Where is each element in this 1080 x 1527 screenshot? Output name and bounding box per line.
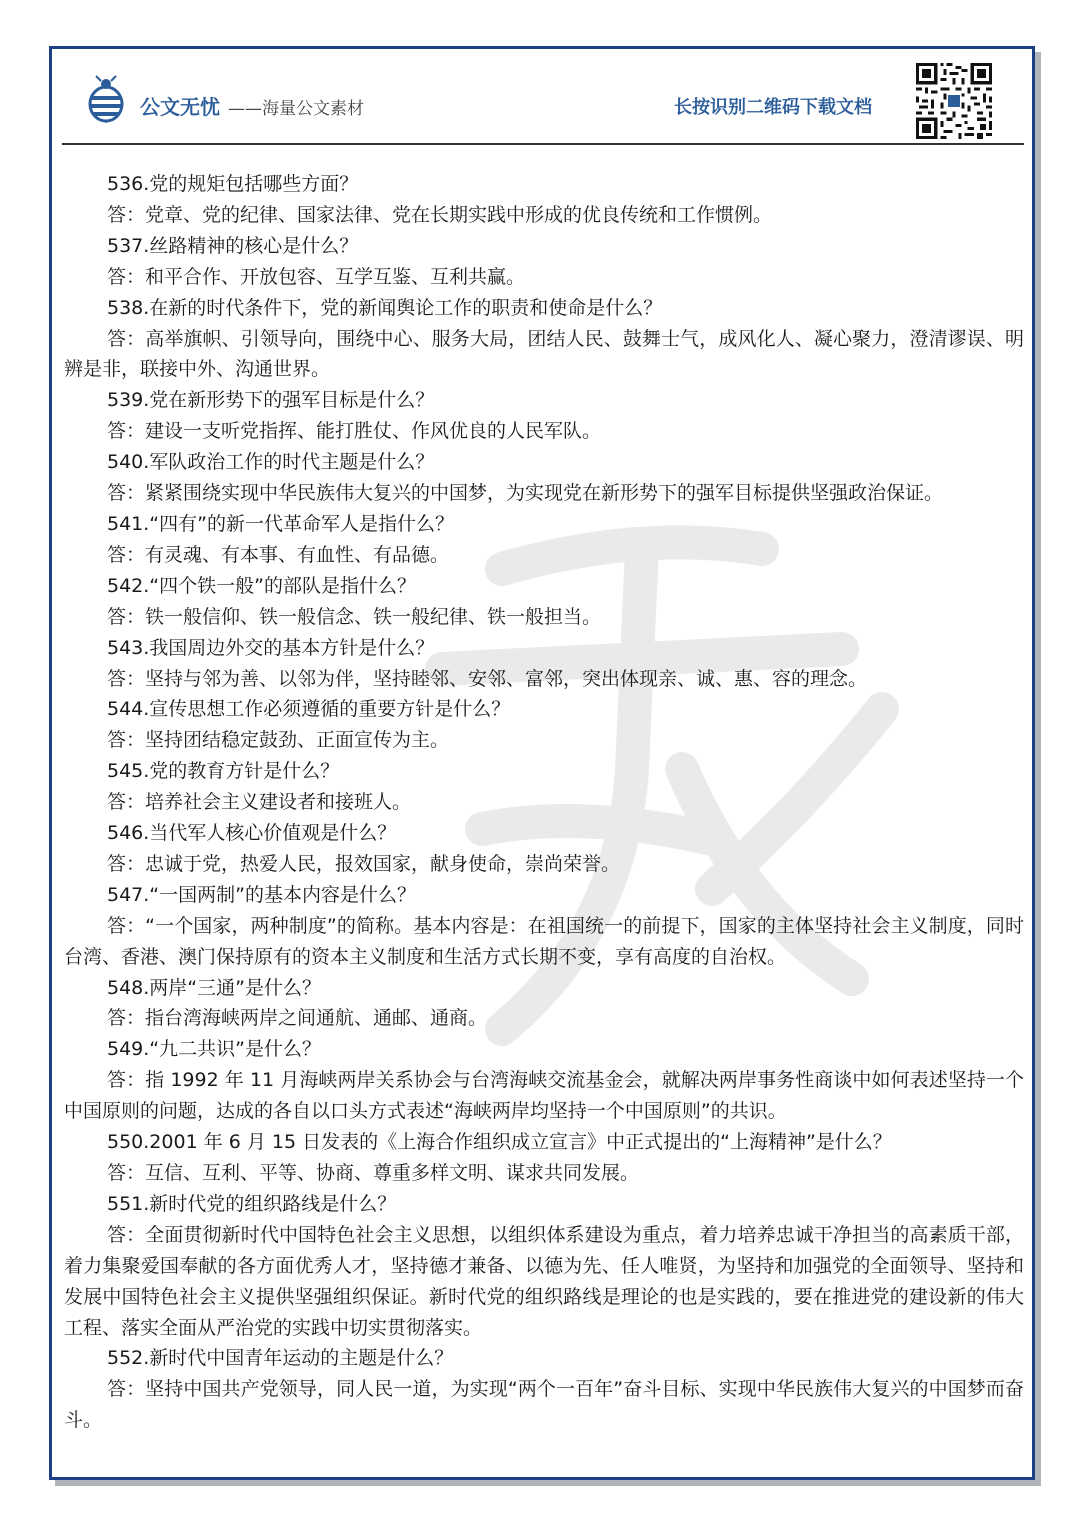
- document-page: [49, 46, 1035, 1480]
- answer-550: 答：互信、互利、平等、协商、尊重多样文明、谋求共同发展。: [107, 1162, 640, 1184]
- answer-549: 答：指 1992 年 11 月海峡两岸关系协会与台湾海峡交流基金会，就解决两岸事务性商谈中如何表述坚持一个中国原则的问题，达成的各自以口头方式表述“海峡两岸均坚持一个中国原则”的共识。: [64, 1069, 1024, 1123]
- question-541: 541.“四有”的新一代革命军人是指什么？: [107, 512, 454, 535]
- question-545: 545.党的教育方针是什么？: [107, 760, 340, 783]
- answer-546: 答：忠诚于党，热爱人民，报效国家，献身使命，崇尚荣誉。: [107, 852, 621, 875]
- question-538: 538.在新的时代条件下，党的新闻舆论工作的职责和使命是什么？: [107, 296, 663, 319]
- answer-544: 答：坚持团结稳定鼓劲、正面宣传为主。: [107, 729, 450, 752]
- answer-552: 答：坚持中国共产党领导，同人民一道，为实现“两个一百年”奋斗目标、实现中华民族伟大复兴的中国梦而奋斗。: [64, 1378, 1024, 1432]
- question-539: 539.党在新形势下的强军目标是什么？: [107, 389, 435, 412]
- answer-548: 答：指台湾海峡两岸之间通航、通邮、通商。: [107, 1007, 488, 1030]
- header-divider: [62, 143, 1024, 145]
- page-header: [52, 49, 1032, 145]
- download-hint: 长按识别二维码下载文档: [674, 97, 872, 118]
- question-552: 552.新时代中国青年运动的主题是什么？: [107, 1347, 454, 1370]
- question-549: 549.“九二共识”是什么？: [107, 1038, 321, 1061]
- answer-547: 答：“一个国家，两种制度”的简称。基本内容是：在祖国统一的前提下，国家的主体坚持社会主义制度，同时台湾、香港、澳门保持原有的资本主义制度和生活方式长期不变，享有高度的自治权。: [64, 914, 1024, 968]
- question-537: 537.丝路精神的核心是什么？: [107, 234, 359, 257]
- brand-slogan: ——海量公文素材: [228, 99, 364, 119]
- bee-logo-icon: [84, 75, 128, 123]
- answer-539: 答：建设一支听党指挥、能打胜仗、作风优良的人民军队。: [107, 420, 602, 443]
- question-551: 551.新时代党的组织路线是什么？: [107, 1192, 397, 1215]
- answer-542: 答：铁一般信仰、铁一般信念、铁一般纪律、铁一般担当。: [107, 605, 602, 628]
- answer-538: 答：高举旗帜、引领导向，围绕中心、服务大局，团结人民、鼓舞士气，成风化人、凝心聚力，澄清谬误、明辨是非，联接中外、沟通世界。: [64, 327, 1024, 381]
- question-547: 547.“一国两制”的基本内容是什么？: [107, 883, 416, 906]
- question-536: 536.党的规矩包括哪些方面？: [107, 173, 359, 195]
- question-546: 546.当代军人核心价值观是什么？: [107, 822, 397, 845]
- question-550: 550.2001 年 6 月 15 日发表的《上海合作组织成立宣言》中正式提出的“上海精神”是什么？: [107, 1131, 892, 1154]
- answer-545: 答：培养社会主义建设者和接班人。: [107, 791, 412, 814]
- qr-code-icon[interactable]: [916, 63, 992, 139]
- brand-name: 公文无忧: [140, 95, 220, 119]
- question-540: 540.军队政治工作的时代主题是什么？: [107, 451, 435, 474]
- question-544: 544.宣传思想工作必须遵循的重要方针是什么？: [107, 698, 511, 721]
- question-543: 543.我国周边外交的基本方针是什么？: [107, 636, 435, 659]
- answer-537: 答：和平合作、开放包容、互学互鉴、互利共赢。: [107, 265, 526, 288]
- question-542: 542.“四个铁一般”的部队是指什么？: [107, 574, 416, 597]
- question-548: 548.两岸“三通”是什么？: [107, 976, 321, 999]
- answer-536: 答：党章、党的纪律、国家法律、党在长期实践中形成的优良传统和工作惯例。: [107, 203, 773, 226]
- answer-540: 答：紧紧围绕实现中华民族伟大复兴的中国梦，为实现党在新形势下的强军目标提供坚强政治保证。: [107, 482, 944, 505]
- qa-content: [64, 169, 1024, 1436]
- answer-541: 答：有灵魂、有本事、有血性、有品德。: [107, 543, 450, 566]
- answer-551: 答：全面贯彻新时代中国特色社会主义思想，以组织体系建设为重点，着力培养忠诚干净担当的高素质干部，着力集聚爱国奉献的各方面优秀人才，坚持德才兼备、以德为先、任人唯贤，为坚持和加强党的全面领导、坚持和发展中国特色社会主义提供坚强组织保证。新时代党的组织路线是理论的也是实践的，要在推进党的建设新的伟大工程、落实全面从严治党的实践中切实贯彻落实。: [64, 1223, 1024, 1339]
- answer-543: 答：坚持与邻为善、以邻为伴，坚持睦邻、安邻、富邻，突出体现亲、诚、惠、容的理念。: [107, 667, 868, 690]
